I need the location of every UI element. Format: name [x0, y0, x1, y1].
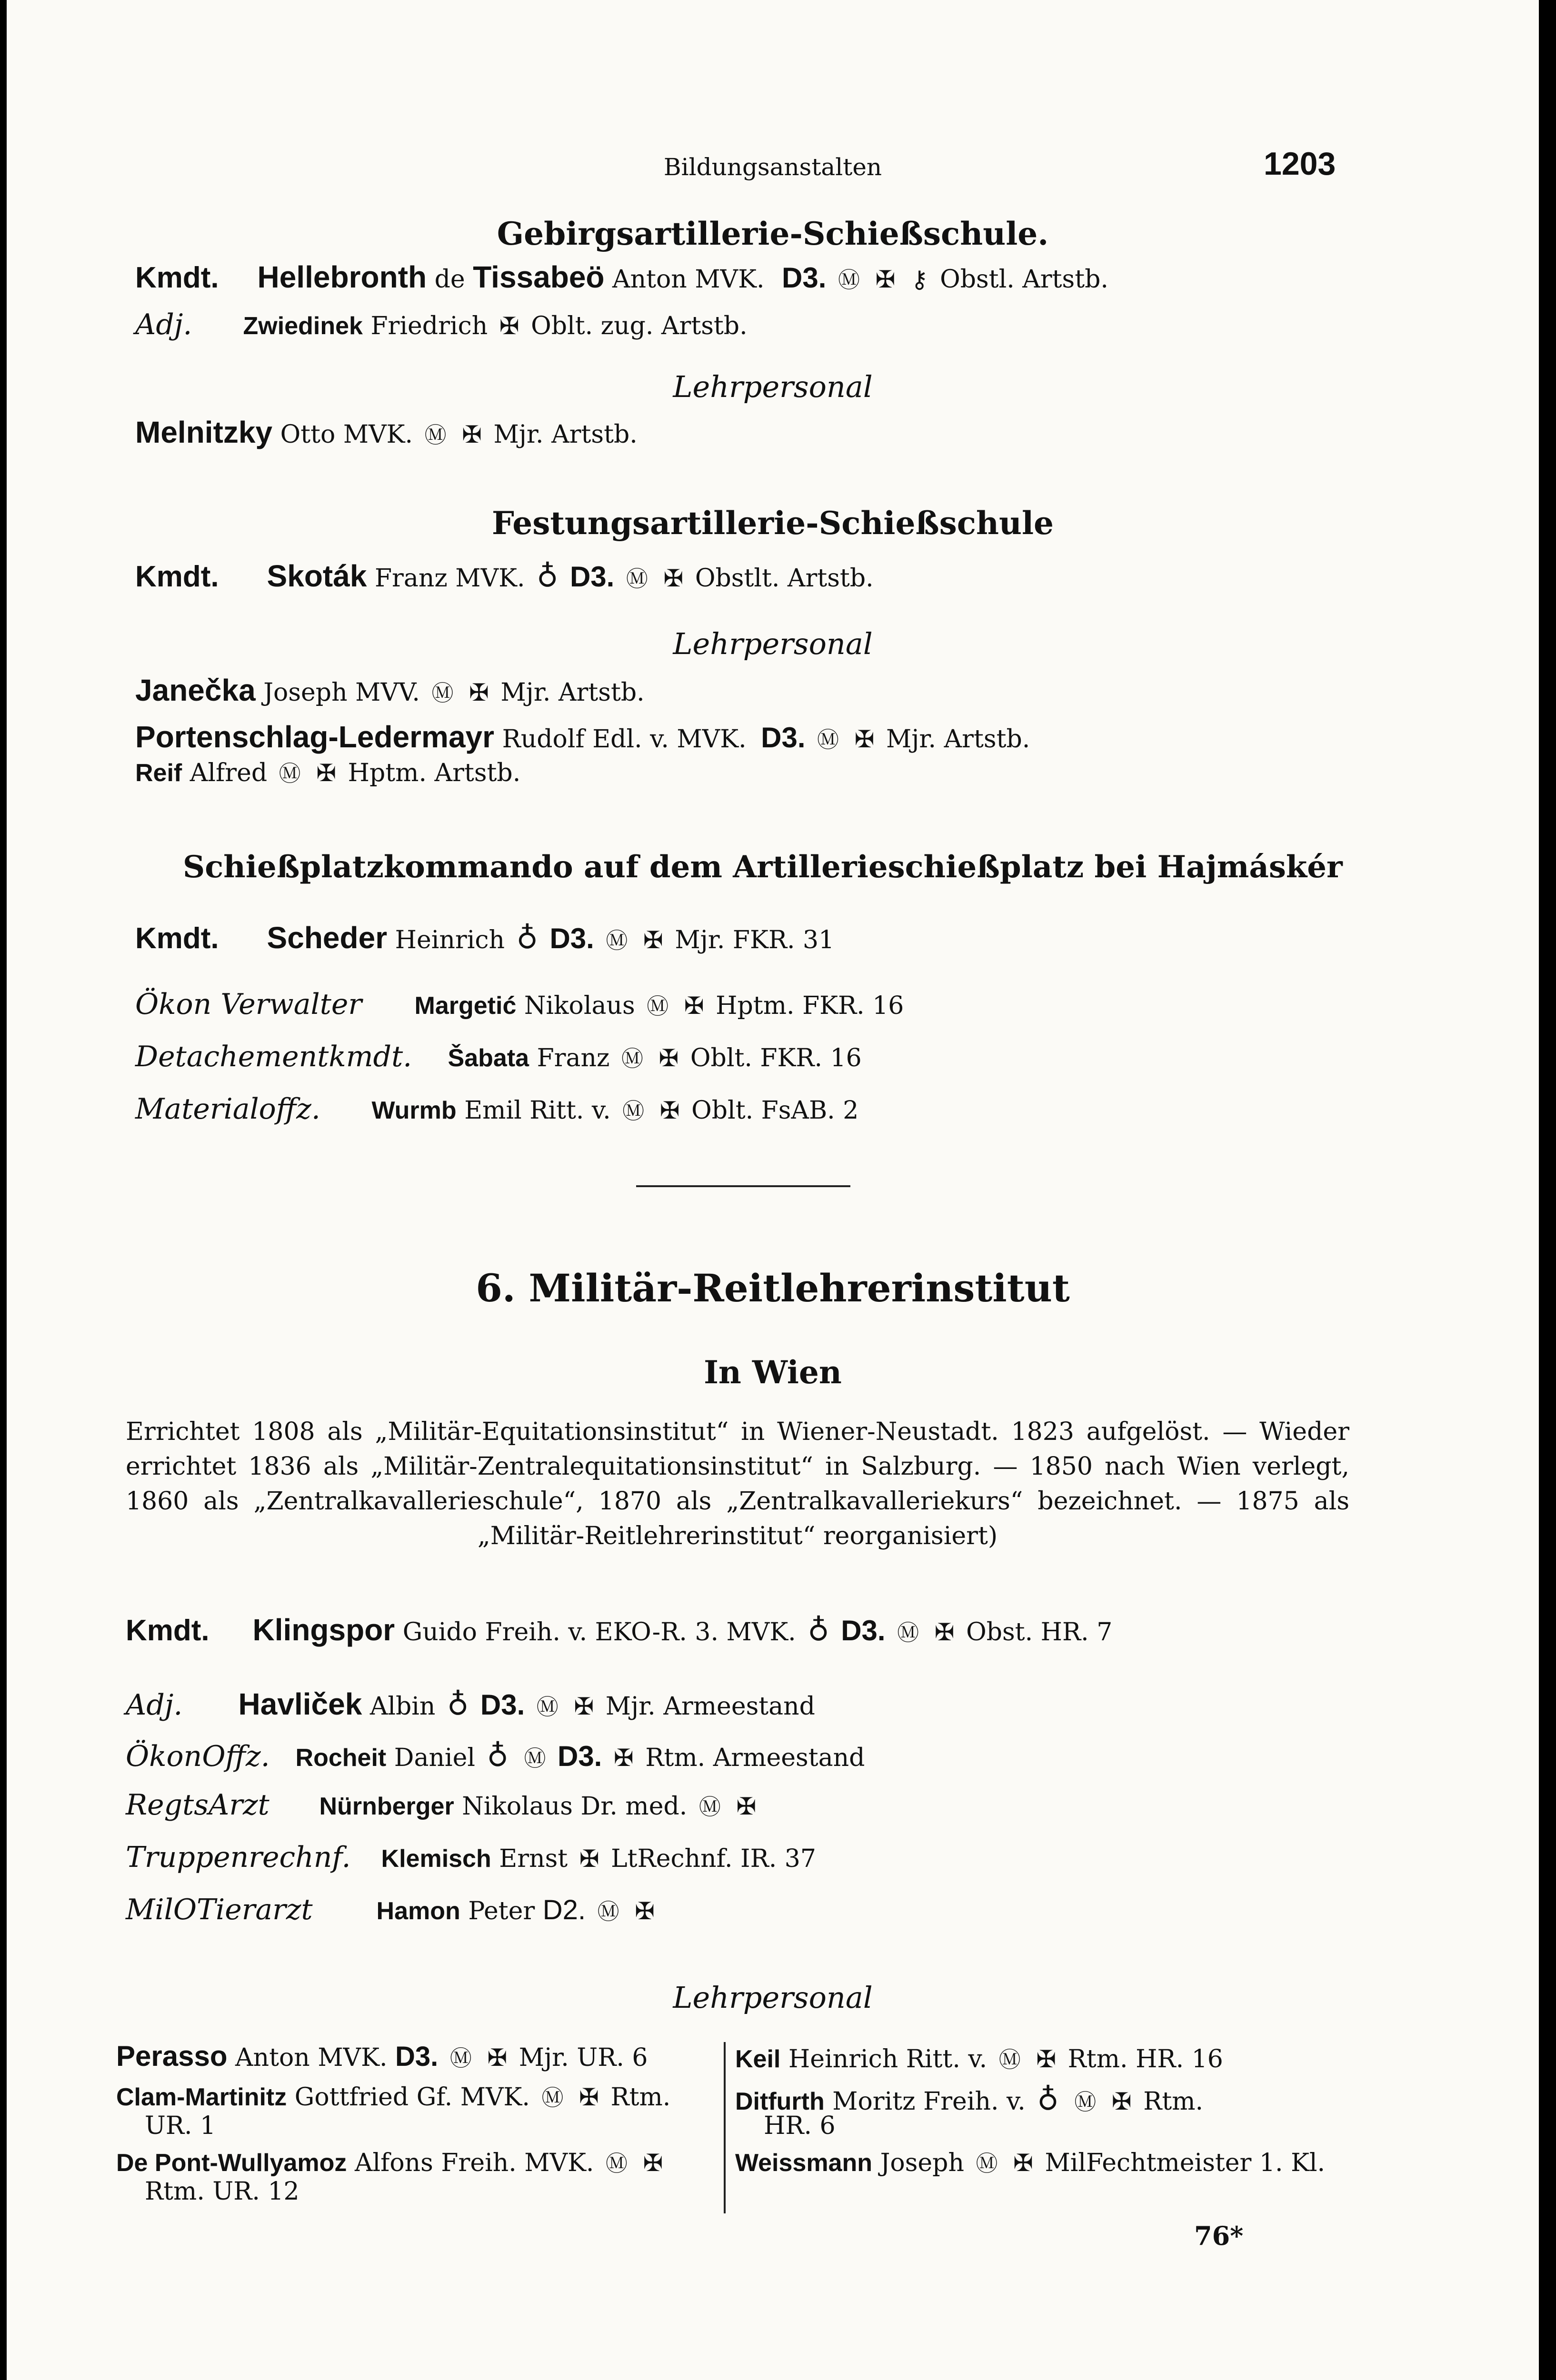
given-name: Alfred [190, 759, 268, 787]
rank: Mjr. Artstb. [886, 725, 1030, 754]
staff-right-weissmann [735, 2151, 1325, 2175]
person-name: Hellebronth [257, 260, 427, 294]
person-name: Wurmb [371, 1097, 457, 1124]
role-label: MilOTierarzt [126, 1893, 313, 1926]
medal-icon: Ⓜ [897, 1620, 919, 1646]
key-icon: ⚷ [910, 266, 928, 293]
given-name: Moritz Freih. v. [832, 2087, 1026, 2116]
rank: Rtm. [1143, 2087, 1204, 2116]
given-name: Nikolaus Dr. med. [462, 1792, 688, 1821]
medal-icon: Ⓜ [1074, 2089, 1097, 2115]
order-icon: ♁ [447, 1687, 469, 1722]
rank: Rtm. [610, 2083, 671, 2112]
decoration-class: D3. [841, 1615, 886, 1646]
cross-icon: ✠ [934, 1618, 955, 1646]
entry-margetic [135, 990, 904, 1019]
history-line-2: errichtet 1836 als „Militär-Zentralequitationsinstitut“ in Salzburg. — 1850 nach Wien verlegt, [126, 1452, 1349, 1481]
person-name: Reif [135, 759, 182, 787]
staff-left-perasso [116, 2042, 648, 2071]
cross-icon: ✠ [684, 992, 704, 1020]
entry-kmdt-hellebronth [135, 262, 1108, 293]
decoration-class: D3. [395, 2041, 439, 2072]
rank: Rtm. Armeestand [645, 1744, 865, 1772]
role-label: Kmdt. [135, 560, 219, 593]
staff-left-depont [116, 2151, 667, 2175]
entry-wurmb [135, 1092, 859, 1126]
entry-kmdt-skotak [135, 561, 874, 592]
section-title-schiessplatz: Schießplatzkommando auf dem Artillerieschießplatz bei Hajmáskér [183, 849, 1343, 885]
staff-left-clam [116, 2085, 670, 2110]
section-divider [636, 1185, 850, 1187]
given-name: Otto [280, 420, 336, 449]
history-line-4: „Militär-Reitlehrerinstitut“ reorganisiert) [477, 1522, 998, 1550]
person-name: Melnitzky [135, 415, 273, 449]
rank: Obst. HR. 7 [966, 1618, 1113, 1646]
person-name: Rocheit [295, 1744, 387, 1772]
cross-icon: ✠ [499, 312, 519, 340]
given-name: Joseph [263, 678, 348, 707]
cross-icon: ✠ [613, 1744, 634, 1772]
person-name: Zwiedinek [243, 312, 363, 340]
person-name: Scheder [267, 921, 388, 955]
entry-arzt-nurnberger [126, 1788, 760, 1822]
decoration-class: D3. [557, 1740, 602, 1772]
order-icon: ♁ [537, 559, 559, 594]
entry-adj-zwiedinek [135, 310, 748, 339]
entry-portenschlag [135, 722, 1030, 752]
medal-icon: Ⓜ [838, 267, 860, 293]
staff-left-depont-cont: Rtm. UR. 12 [145, 2177, 299, 2206]
order-icon: ♁ [808, 1613, 829, 1647]
cross-icon: ✠ [469, 679, 489, 706]
cross-icon: ✠ [462, 421, 482, 448]
section-title-gebirgsartillerie: Gebirgsartillerie-Schießschule. [497, 215, 1049, 252]
order-abbrev: MVK. [455, 564, 525, 593]
given-name: Alfons Freih. [354, 2149, 517, 2177]
cross-icon: ✠ [1036, 2045, 1057, 2073]
medal-icon: Ⓜ [424, 422, 447, 448]
rank: LtRechnf. IR. 37 [611, 1844, 816, 1873]
given-name: Daniel [394, 1744, 475, 1772]
given-name: Franz [374, 564, 448, 593]
cross-icon: ✠ [658, 1044, 679, 1072]
given-name: Joseph [880, 2149, 964, 2177]
order-abbrev: MVV. [355, 678, 420, 707]
given-name: Anton [235, 2043, 310, 2072]
order-abbrev: MVK. [460, 2083, 530, 2112]
history-line-3: 1860 als „Zentralkavallerieschule“, 1870 als „Zentralkavalleriekurs“ bezeichnet. — 1875 als [126, 1487, 1349, 1516]
medal-icon: Ⓜ [536, 1694, 559, 1720]
person-name: Šabata [448, 1044, 529, 1072]
decoration-class: D3. [569, 561, 615, 593]
section-title-festungsartillerie: Festungsartillerie-Schießschule [491, 505, 1054, 542]
staff-right-ditfurth [735, 2082, 1204, 2117]
given-name: Heinrich [395, 926, 505, 954]
person-name: De Pont-Wullyamoz [116, 2149, 347, 2177]
rank: Mjr. FKR. 31 [675, 926, 835, 954]
person-name: Keil [735, 2045, 781, 2073]
person-name: Hamon [376, 1897, 460, 1925]
entry-kmdt-klingspor [126, 1615, 1112, 1646]
order-abbrev: MVK. [677, 725, 747, 754]
role-label: Adj. [135, 308, 192, 341]
role-label: Ökon Verwalter [135, 988, 362, 1021]
subheading-lehrpersonal: Lehrpersonal [673, 369, 873, 404]
order-abbrev: MVK. [695, 265, 765, 294]
given-name: Ernst [499, 1844, 568, 1873]
rank: Mjr. UR. 6 [519, 2043, 648, 2072]
person-name: Perasso [116, 2040, 228, 2072]
medal-icon: Ⓜ [621, 1046, 643, 1071]
decoration-class: D3. [549, 922, 594, 954]
medal-icon: Ⓜ [817, 727, 839, 753]
history-paragraph [126, 1415, 1349, 1554]
medal-icon: Ⓜ [998, 2047, 1021, 2073]
role-label: Detachementkmdt. [135, 1040, 412, 1073]
medal-icon: Ⓜ [541, 2085, 564, 2111]
cross-icon: ✠ [643, 2149, 663, 2177]
given-name: Anton [612, 265, 687, 294]
rank: Oblt. FKR. 16 [690, 1044, 862, 1072]
person-name: Janečka [135, 673, 256, 707]
given-name: Heinrich Ritt. v. [788, 2045, 987, 2073]
rank: Mjr. Artstb. [500, 678, 645, 707]
rank: Rtm. HR. 16 [1067, 2045, 1223, 2073]
entry-tierarzt-hamon [126, 1895, 658, 1924]
role-label: Kmdt. [135, 261, 219, 294]
given-name: Gottfried Gf. [294, 2083, 453, 2112]
rank: Mjr. Artstb. [493, 420, 638, 449]
column-divider [724, 2042, 726, 2213]
cross-icon: ✠ [316, 759, 337, 787]
cross-icon: ✠ [1111, 2088, 1132, 2115]
entry-janecka [135, 675, 645, 705]
entry-melnitzky [135, 417, 638, 447]
entry-sabata [135, 1042, 862, 1071]
order-abbrev: MVK. [343, 420, 413, 449]
person-name: Portenschlag-Ledermayr [135, 720, 495, 754]
order-icon: ♁ [516, 921, 538, 955]
rank: Mjr. Armeestand [605, 1692, 815, 1721]
person-name: Skoták [267, 559, 367, 593]
role-label: ÖkonOffz. [126, 1740, 270, 1773]
decoration-class: D3. [782, 262, 827, 294]
given-name: Friedrich [370, 312, 488, 340]
entry-adj-havlicek [126, 1687, 815, 1722]
person-name: Clam-Martinitz [116, 2083, 287, 2111]
rank: Oblt. FsAB. 2 [691, 1096, 859, 1125]
rank: MilFechtmeister 1. Kl. [1045, 2149, 1326, 2177]
decoration-class: D3. [480, 1689, 525, 1721]
role-label: RegtsArzt [126, 1788, 269, 1822]
cross-icon: ✠ [659, 1097, 680, 1124]
medal-icon: Ⓜ [606, 928, 628, 953]
decoration-class: D2. [542, 1894, 586, 1925]
staff-right-keil [735, 2047, 1223, 2072]
page-number: 1203 [1264, 146, 1336, 182]
role-label: Materialoffz. [135, 1092, 320, 1126]
medal-icon: Ⓜ [449, 2045, 472, 2071]
medal-icon: Ⓜ [524, 1745, 546, 1771]
given-name: Franz [537, 1044, 610, 1072]
medal-icon: Ⓜ [647, 993, 669, 1019]
cross-icon: ✠ [643, 926, 663, 954]
history-line-1: Errichtet 1808 als „Militär-Equitationsinstitut“ in Wiener-Neustadt. 1823 aufgelöst. — Wieder [126, 1418, 1349, 1446]
order-abbrev: EKO-R. 3. MVK. [595, 1618, 796, 1646]
cross-icon: ✠ [663, 565, 684, 592]
decoration-class: D3. [761, 722, 806, 754]
medal-icon: Ⓜ [698, 1794, 721, 1820]
medal-icon: Ⓜ [622, 1098, 645, 1124]
subheading-lehrpersonal-2: Lehrpersonal [673, 626, 873, 661]
rank: Hptm. Artstb. [348, 759, 521, 787]
order-icon: ♁ [1037, 2082, 1059, 2117]
person-name: Margetić [414, 992, 517, 1020]
particle: de [434, 265, 465, 294]
person-name: Havliček [238, 1687, 362, 1721]
person-name: Nürnberger [319, 1793, 454, 1820]
running-title: Bildungsanstalten [663, 153, 882, 181]
given-name: Albin [369, 1692, 436, 1721]
cross-icon: ✠ [875, 266, 896, 293]
subheading-lehrpersonal-3: Lehrpersonal [673, 1980, 873, 2015]
given-name: Rudolf Edl. v. [502, 725, 669, 754]
section-subtitle: In Wien [704, 1354, 842, 1391]
entry-rechn-klemisch [126, 1843, 816, 1872]
cross-icon: ✠ [487, 2044, 508, 2072]
given-name: Guido Freih. v. [402, 1618, 588, 1646]
entry-kmdt-scheder [135, 922, 834, 953]
cross-icon: ✠ [1013, 2149, 1033, 2177]
cross-icon: ✠ [579, 1845, 599, 1873]
role-label: Adj. [126, 1688, 183, 1722]
person-name-2: Tissabeö [473, 260, 605, 294]
section-title-reitlehrer: 6. Militär-Reitlehrerinstitut [476, 1266, 1070, 1310]
rank: Obstlt. Artstb. [695, 564, 874, 593]
rank: Hptm. FKR. 16 [716, 992, 904, 1020]
given-name: Emil Ritt. v. [464, 1096, 611, 1125]
medal-icon: Ⓜ [606, 2151, 628, 2176]
signature-mark: 76* [1194, 2221, 1244, 2251]
medal-icon: Ⓜ [597, 1899, 619, 1924]
order-abbrev: MVK. [318, 2043, 388, 2072]
staff-right-ditfurth-cont: HR. 6 [764, 2112, 836, 2140]
entry-oekon-rocheit [126, 1738, 865, 1773]
cross-icon: ✠ [854, 725, 875, 753]
medal-icon: Ⓜ [626, 566, 648, 592]
role-label: Kmdt. [135, 922, 219, 955]
rank: Obstl. Artstb. [940, 265, 1108, 294]
cross-icon: ✠ [635, 1897, 655, 1925]
medal-icon: Ⓜ [431, 680, 454, 706]
given-name: Nikolaus [524, 992, 635, 1020]
staff-left-clam-cont: UR. 1 [145, 2112, 216, 2140]
medal-icon: Ⓜ [976, 2151, 998, 2176]
given-name: Peter [468, 1897, 535, 1925]
entry-reif [135, 761, 520, 785]
rank: Oblt. zug. Artstb. [531, 312, 748, 340]
order-icon: ♁ [487, 1738, 509, 1773]
cross-icon: ✠ [574, 1693, 594, 1720]
person-name: Klingspor [252, 1613, 395, 1647]
person-name: Klemisch [381, 1845, 491, 1873]
cross-icon: ✠ [579, 2083, 599, 2111]
document-page [7, 0, 1539, 2380]
person-name: Ditfurth [735, 2088, 825, 2115]
role-label: Truppenrechnf. [126, 1841, 351, 1874]
role-label: Kmdt. [126, 1614, 209, 1647]
person-name: Weissmann [735, 2149, 873, 2177]
medal-icon: Ⓜ [279, 761, 301, 786]
order-abbrev: MVK. [524, 2149, 594, 2177]
cross-icon: ✠ [736, 1793, 757, 1820]
